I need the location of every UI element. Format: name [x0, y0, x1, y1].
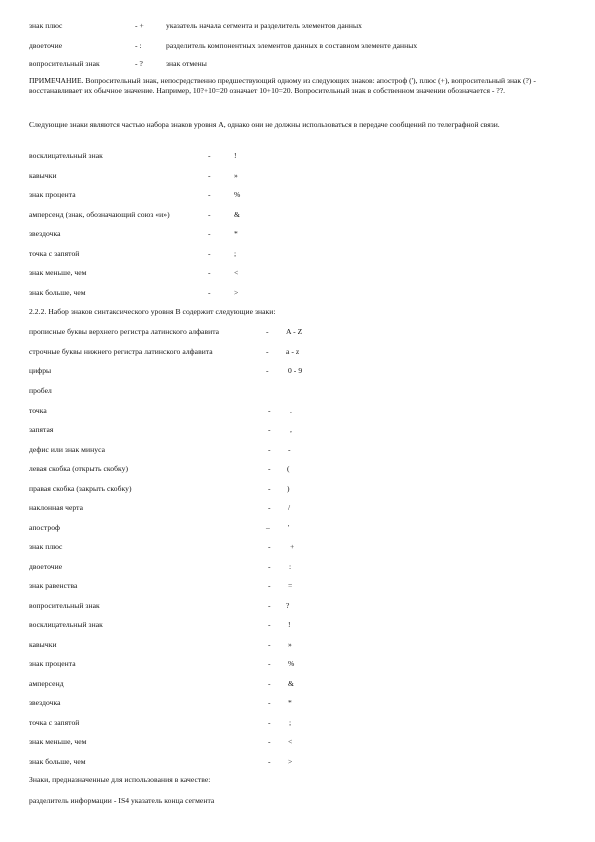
char-dash: - — [208, 229, 211, 238]
definition: разделитель компонентных элементов данных в составном элементе данных — [166, 41, 418, 50]
char-dash: - — [208, 190, 211, 199]
char-name: точка — [29, 406, 47, 415]
char-symbol: < — [234, 268, 239, 277]
char-symbol: ; — [289, 718, 292, 727]
char-symbol: ' — [288, 523, 290, 532]
footer-line: разделитель информации - IS4 указатель конца сегмента — [29, 796, 215, 805]
term: вопросительный знак — [29, 59, 100, 68]
level-a-intro: Следующие знаки являются частью набора знаков уровня А, однако они не должны использоваться в передаче сообщений по телеграфной связи. — [29, 120, 500, 129]
char-dash: - — [268, 601, 271, 610]
char-dash: - — [268, 445, 271, 454]
char-symbol: 0 - 9 — [288, 366, 303, 375]
char-dash: - — [268, 406, 271, 415]
char-name: запятая — [29, 425, 54, 434]
char-name: пробел — [29, 386, 52, 395]
char-name: восклицательный знак — [29, 620, 103, 629]
char-dash: - — [268, 562, 271, 571]
char-name: правая скобка (закрыть скобку) — [29, 484, 132, 493]
char-dash: - — [266, 347, 269, 356]
char-symbol: ! — [234, 151, 237, 160]
separator: - + — [135, 21, 144, 30]
char-symbol: a - z — [286, 347, 300, 356]
char-dash: - — [268, 425, 271, 434]
char-symbol: ) — [287, 484, 290, 493]
char-dash: - — [208, 210, 211, 219]
char-dash: - — [268, 718, 271, 727]
char-dash: - — [208, 288, 211, 297]
char-symbol: & — [234, 210, 240, 219]
char-symbol: = — [288, 581, 293, 590]
char-symbol: % — [288, 659, 295, 668]
separator: - : — [135, 41, 142, 50]
char-symbol: - — [288, 445, 291, 454]
char-name: знак меньше, чем — [29, 268, 87, 277]
char-symbol: > — [234, 288, 239, 297]
char-symbol: » — [288, 640, 292, 649]
char-dash: - — [268, 640, 271, 649]
char-symbol: ! — [288, 620, 291, 629]
char-dash: - — [268, 581, 271, 590]
char-dash: - — [268, 484, 271, 493]
char-dash: - — [268, 503, 271, 512]
char-dash: - — [268, 679, 271, 688]
char-name: знак больше, чем — [29, 757, 86, 766]
char-symbol: ; — [234, 249, 237, 258]
char-name: левая скобка (открыть скобку) — [29, 464, 129, 473]
footer-intro: Знаки, предназначенные для использования в качестве: — [29, 775, 211, 784]
separator: - ? — [135, 59, 143, 68]
char-symbol: A - Z — [286, 327, 303, 336]
char-name: знак процента — [29, 190, 76, 199]
char-name: кавычки — [29, 640, 57, 649]
char-name: строчные буквы нижнего регистра латинского алфавита — [29, 347, 213, 356]
char-dash: - — [268, 620, 271, 629]
char-name: цифры — [29, 366, 52, 375]
char-symbol: % — [234, 190, 241, 199]
term: двоеточие — [29, 41, 63, 50]
char-symbol: / — [288, 503, 291, 512]
char-symbol: ? — [286, 601, 290, 610]
char-symbol: . — [290, 406, 292, 415]
char-name: вопросительный знак — [29, 601, 100, 610]
char-dash: - — [208, 151, 211, 160]
char-dash: - — [268, 659, 271, 668]
char-name: знак больше, чем — [29, 288, 86, 297]
term: знак плюс — [29, 21, 63, 30]
char-name: дефис или знак минуса — [29, 445, 106, 454]
char-name: точка с запятой — [29, 718, 80, 727]
char-symbol: & — [288, 679, 294, 688]
char-symbol: , — [290, 425, 292, 434]
char-name: амперсенд — [29, 679, 64, 688]
char-symbol: > — [288, 757, 293, 766]
char-name: знак равенства — [29, 581, 78, 590]
char-name: звездочка — [29, 698, 61, 707]
char-name: двоеточие — [29, 562, 63, 571]
char-dash: - — [266, 366, 269, 375]
char-symbol: : — [289, 562, 292, 571]
char-dash: - — [268, 542, 271, 551]
char-name: кавычки — [29, 171, 57, 180]
char-name: апостроф — [29, 523, 61, 532]
char-dash: - — [268, 698, 271, 707]
char-dash: - — [268, 464, 271, 473]
char-symbol: * — [288, 698, 292, 707]
char-name: точка с запятой — [29, 249, 80, 258]
char-symbol: ( — [287, 464, 290, 473]
definition: знак отмены — [166, 59, 207, 68]
char-dash: - — [266, 327, 269, 336]
char-name: знак плюс — [29, 542, 63, 551]
char-symbol: * — [234, 229, 238, 238]
char-name: прописные буквы верхнего регистра латинского алфавита — [29, 327, 220, 336]
char-name: звездочка — [29, 229, 61, 238]
char-dash: - — [208, 268, 211, 277]
definition: указатель начала сегмента и разделитель элементов данных — [166, 21, 362, 30]
char-dash: - — [268, 737, 271, 746]
char-symbol: < — [288, 737, 293, 746]
char-symbol: » — [234, 171, 238, 180]
char-name: знак меньше, чем — [29, 737, 87, 746]
char-dash: - — [208, 171, 211, 180]
char-name: восклицательный знак — [29, 151, 103, 160]
char-name: амперсенд (знак, обозначающий союз «и») — [29, 210, 170, 219]
char-dash: – — [266, 523, 270, 532]
char-symbol: + — [290, 542, 295, 551]
char-name: знак процента — [29, 659, 76, 668]
char-dash: - — [208, 249, 211, 258]
char-name: наклонная черта — [29, 503, 84, 512]
char-dash: - — [268, 757, 271, 766]
note-paragraph: ПРИМЕЧАНИЕ. Вопросительный знак, непосредственно предшествующий одному из следующих знаков: апостроф ('), плюс (+), вопросительный знак (?) - восстанавливает их обычное значение. Например, 10?+10=20 означает 10+10=20. Вопросительный знак в собственном значении обозначается - ??. — [29, 76, 536, 95]
section-heading: 2.2.2. Набор знаков синтаксического уровня В содержит следующие знаки: — [29, 307, 276, 316]
